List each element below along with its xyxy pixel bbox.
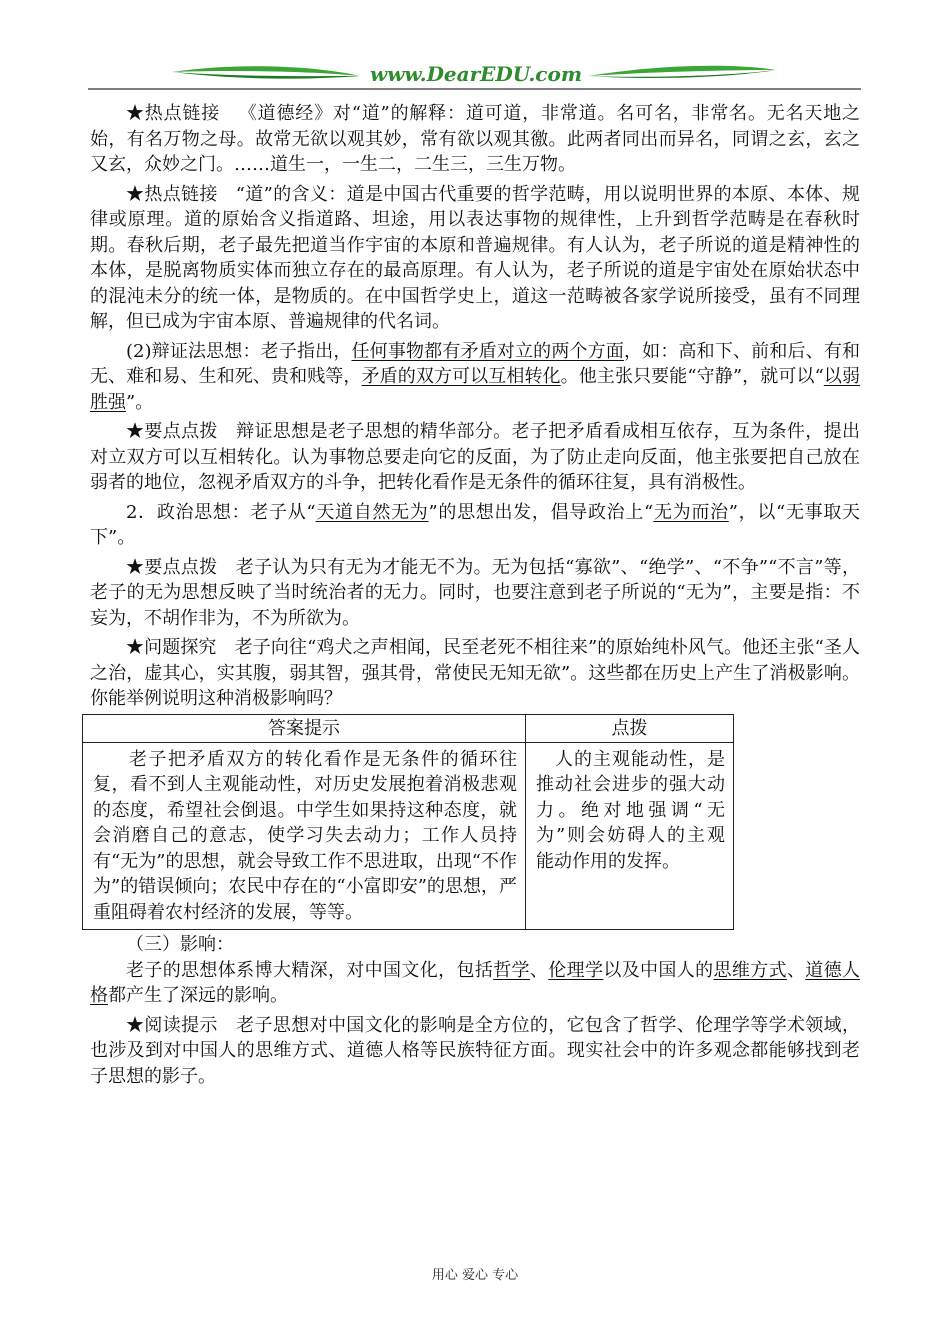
underlined-term: 任何事物都有矛盾对立的两个方面: [351, 340, 624, 362]
underlined-term: 哲学: [493, 959, 530, 981]
paragraph-text: 老子向往“鸡犬之声相闻，民至老死不相往来”的原始纯朴风气。他还主张“圣人之治，虚其心，实其腹，弱其智，强其骨，常使民无知无欲”。这些都在历史上产生了消极影响。你能举例说明这种消极影响吗？: [90, 637, 861, 709]
text-run: ”的思想出发，倡导政治上“: [428, 501, 654, 523]
underlined-term: 矛盾的双方可以互相转化: [361, 366, 561, 387]
paragraph-text: 老子思想对中国文化的影响是全方位的，它包含了哲学、伦理学等学术领域，也涉及到对中国人的思维方式、道德人格等民族特征方面。现实社会中的许多观念都能够找到老子思想的影子。: [90, 1014, 860, 1087]
dialectics-paragraph: [90, 339, 860, 416]
key-point-wuwei: [90, 555, 860, 632]
header-answer-hint: 答案提示: [83, 714, 526, 742]
text-run: 、: [529, 959, 549, 981]
text-run: 、: [786, 959, 806, 981]
page-footer: 用心 爱心 专心: [431, 1268, 519, 1283]
label-hotspot-link: ★热点链接: [126, 183, 218, 205]
text-run: 2．政治思想：老子从“: [126, 501, 316, 523]
guidance-text: 人的主观能动性，是推动社会进步的强大动力。绝对地强调“无为”则会妨碍人的主观能动作用的发挥。: [536, 748, 725, 872]
header-guidance: 点拨: [526, 714, 734, 742]
header-banner: [88, 58, 861, 92]
text-run: ”。: [126, 391, 154, 413]
influence-paragraph: [90, 958, 860, 1009]
text-run: 。他主张只要能“守静”，就可以“: [560, 366, 824, 387]
paragraph-text: “道”的含义：道是中国古代重要的哲学范畴，用以说明世界的本原、本体、规律或原理。道的原始含义指道路、坦途，用以表达事物的规律性，上升到哲学范畴是在春秋时期。春秋后期，老子最先把道当作宇宙的本原和普遍规律。有人认为，老子所说的道是精神性的本体，是脱离物质实体而独立存在的最高原理。有人认为，老子所说的道是宇宙处在原始状态中的混沌未分的统一体，是物质的。在中国哲学史上，道这一范畴被各家学说所接受，虽有不同理解，但已成为宇宙本原、普遍规律的代名词。: [90, 183, 861, 332]
site-logo-text: www.DearEDU.com: [369, 62, 583, 86]
text-run: 都产生了深远的影响。: [108, 985, 288, 1006]
paragraph-text: 辩证思想是老子思想的精华部分。老子把矛盾看成相互依存，互为条件，提出对立双方可以互相转化。认为事物总要走向它的反面，为了防止走向反面，他主张要把自己放在弱者的地位，忽视矛盾双方的斗争，把转化看作是无条件的循环往复，具有消极性。: [90, 421, 860, 493]
underlined-term: 以弱胜强: [90, 366, 861, 413]
label-key-point: ★要点点拨: [126, 556, 218, 578]
label-key-point: ★要点点拨: [126, 421, 218, 442]
answer-hint-cell: 老子把矛盾双方的转化看作是无条件的循环往复，看不到人主观能动性，对历史发展抱着消极悲观的态度，希望社会倒退。中学生如果持这种态度，就会消磨自己的意志，使学习失去动力；工作人员持有“无为”的思想，就会导致工作不思进取，出现“不作为”的错误倾向；农民中存在的“小富即安”的思想，严重阻碍着农村经济的发展，等等。: [83, 742, 526, 930]
underlined-term: 道德人格: [90, 959, 861, 1006]
label-hotspot-link: ★热点链接: [126, 103, 221, 124]
label-problem-inquiry: ★问题探究: [126, 637, 217, 658]
key-point-dialectics: [90, 419, 860, 496]
paragraph-text: 老子认为只有无为才能无不为。无为包括“寡欲”、“绝学”、“不争”“不言”等，老子的无为思想反映了当时统治者的无力。同时，也要注意到老子所说的“无为”，主要是指：不妄为，不胡作非为，不为所欲为。: [90, 556, 861, 629]
answer-table: [82, 714, 734, 931]
underlined-term: 思维方式: [713, 959, 787, 981]
underlined-term: 天道自然无为: [315, 501, 429, 523]
label-reading-tip: ★阅读提示: [126, 1014, 218, 1036]
problem-inquiry: [90, 635, 860, 712]
table-row: [83, 742, 734, 930]
text-run: ”，以“无事取天下”。: [90, 501, 861, 548]
section-heading-text: （三）影响：: [126, 934, 234, 955]
text-run: 以及中国人的: [603, 959, 714, 981]
document-body: [90, 101, 860, 1089]
hotspot-link-dao-meaning: [90, 182, 860, 335]
text-run: ，如：高和下、前和后、有和无、难和易、生和死、贵和贱等，: [90, 340, 860, 387]
guidance-cell: [526, 742, 734, 930]
hotspot-link-daodejing: [90, 101, 860, 178]
reading-tip: [90, 1013, 860, 1090]
table-header-row: [83, 714, 734, 742]
paragraph-text: 《道德经》对“道”的解释：道可道，非常道。名可名，非常名。无名天地之始，有名万物之母。故常无欲以观其妙，常有欲以观其徼。此两者同出而异名，同谓之玄，玄之又玄，众妙之门。……道生一，一生二，二生三，三生万物。: [90, 103, 861, 175]
underlined-term: 无为而治: [653, 501, 729, 523]
underlined-term: 伦理学: [548, 959, 604, 981]
influence-heading: [90, 932, 860, 958]
political-thought-paragraph: [90, 500, 860, 551]
text-run: 老子的思想体系博大精深，对中国文化，包括: [126, 959, 494, 981]
text-run: (2)辩证法思想：老子指出，: [126, 340, 352, 362]
